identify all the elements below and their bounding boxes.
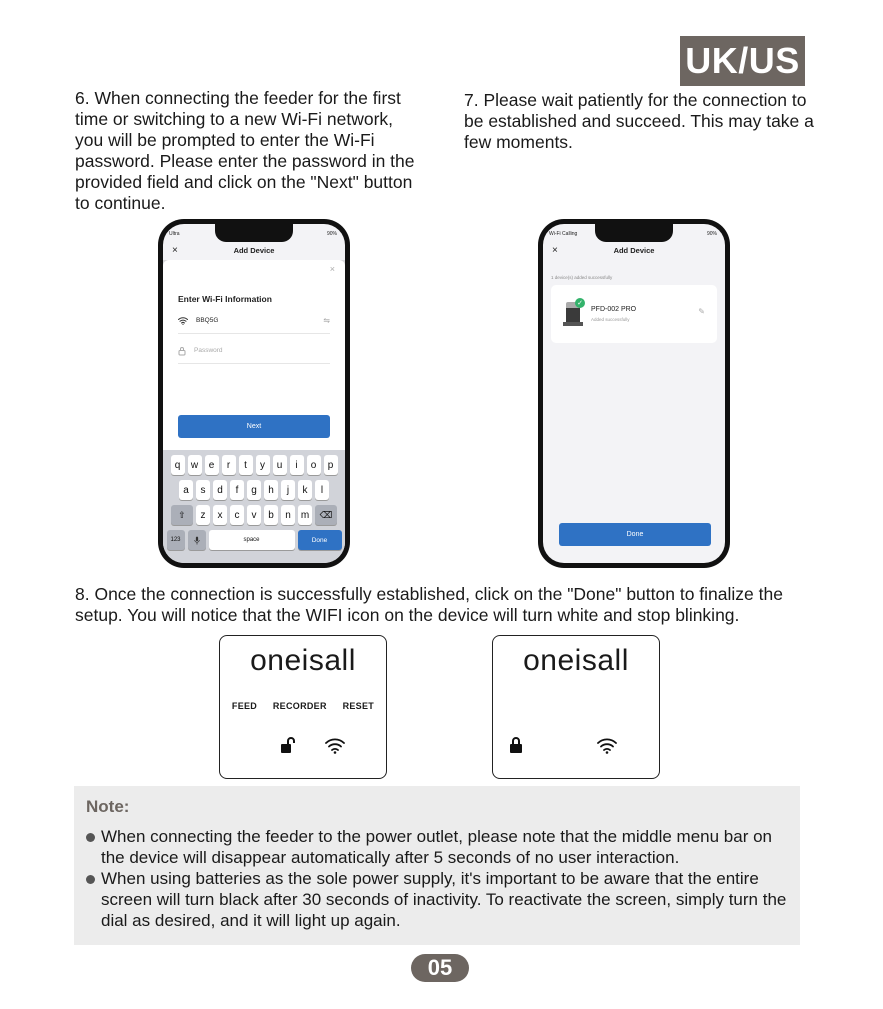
key[interactable]: k xyxy=(298,480,312,500)
swap-network-icon[interactable]: ⇋ xyxy=(323,316,330,325)
key[interactable]: z xyxy=(196,505,210,525)
key[interactable]: q xyxy=(171,455,185,475)
wifi-icon xyxy=(325,738,345,754)
status-carrier: Ultra xyxy=(169,231,180,237)
keyboard-row-4 xyxy=(166,530,342,550)
space-key[interactable]: space xyxy=(209,530,295,550)
device-card[interactable] xyxy=(551,285,717,343)
key[interactable]: h xyxy=(264,480,278,500)
password-placeholder: Password xyxy=(194,347,223,354)
brand-logo: oneisall xyxy=(523,644,629,677)
key[interactable]: p xyxy=(324,455,338,475)
status-battery: 90% xyxy=(706,231,717,237)
phone-screen xyxy=(543,224,725,563)
menu-recorder: RECORDER xyxy=(272,701,327,711)
next-button[interactable]: Next xyxy=(178,415,330,438)
password-field[interactable] xyxy=(178,338,330,364)
key[interactable]: u xyxy=(273,455,287,475)
step-7-text: 7. Please wait patiently for the connection to be established and succeed. This may take a few moments. xyxy=(464,90,814,152)
wifi-modal xyxy=(163,260,345,450)
menu-reset: RESET xyxy=(342,701,375,711)
key[interactable]: m xyxy=(298,505,312,525)
key[interactable]: r xyxy=(222,455,236,475)
numbers-key[interactable]: 123 xyxy=(167,530,185,550)
menu-feed: FEED xyxy=(231,701,258,711)
page-number: 05 xyxy=(411,954,469,982)
key[interactable]: v xyxy=(247,505,261,525)
key[interactable]: c xyxy=(230,505,244,525)
done-button[interactable]: Done xyxy=(559,523,711,546)
screen-title: Add Device xyxy=(613,246,655,255)
device-name: PFD-002 PRO xyxy=(591,306,637,313)
status-carrier: Wi-Fi Calling xyxy=(549,231,578,237)
screen-header xyxy=(163,246,345,260)
close-icon[interactable]: × xyxy=(172,245,178,256)
note-title: Note: xyxy=(86,797,130,816)
screen-title: Add Device xyxy=(233,246,275,255)
phone-notch xyxy=(215,224,293,242)
step-8-text: 8. Once the connection is successfully established, click on the "Done" button to finalize the setup. You will notice that the WIFI icon on the device will turn white and stop blinking. xyxy=(75,584,783,625)
key[interactable]: l xyxy=(315,480,329,500)
added-count-text: 1 device(s) added successfully xyxy=(551,275,613,280)
key[interactable]: e xyxy=(205,455,219,475)
key[interactable]: a xyxy=(179,480,193,500)
phone-notch xyxy=(595,224,673,242)
keyboard xyxy=(163,450,345,563)
status-battery: 90% xyxy=(326,231,337,237)
step-6-text: 6. When connecting the feeder for the first time or switching to a new Wi-Fi network, you will be prompted to enter the Wi-Fi password. Please enter the password in the provided field and click on the "Next" button to continue. xyxy=(75,88,415,213)
key[interactable]: y xyxy=(256,455,270,475)
screen-header xyxy=(543,246,725,260)
key[interactable]: b xyxy=(264,505,278,525)
wifi-icon xyxy=(597,738,617,754)
edit-icon[interactable]: ✎ xyxy=(698,307,705,316)
keyboard-row-1 xyxy=(166,455,342,475)
key[interactable]: d xyxy=(213,480,227,500)
phone-screen xyxy=(163,224,345,563)
display-menu-bar xyxy=(220,701,386,711)
key[interactable]: n xyxy=(281,505,295,525)
shift-key[interactable]: ⇧ xyxy=(171,505,193,525)
modal-close-icon[interactable]: × xyxy=(329,264,335,274)
keyboard-row-3-letters xyxy=(196,505,312,525)
note-bullet: When connecting the feeder to the power outlet, please note that the middle menu bar on the device will disappear automatically after 5 seconds of no user interaction. xyxy=(86,826,794,868)
microphone-icon[interactable] xyxy=(188,530,206,550)
key[interactable]: s xyxy=(196,480,210,500)
close-icon[interactable]: × xyxy=(552,245,558,256)
keyboard-row-3 xyxy=(166,505,342,525)
phone-wifi-entry xyxy=(158,219,350,568)
locked-icon xyxy=(509,736,523,754)
note-box xyxy=(74,786,800,945)
key[interactable]: x xyxy=(213,505,227,525)
device-status: Added successfully xyxy=(591,317,630,322)
wifi-icon xyxy=(178,317,188,325)
key[interactable]: w xyxy=(188,455,202,475)
brand-logo: oneisall xyxy=(250,644,356,677)
key[interactable]: f xyxy=(230,480,244,500)
ssid-value: BBQ5G xyxy=(196,317,219,324)
region-badge: UK/US xyxy=(680,36,805,86)
device-display-idle xyxy=(492,635,660,779)
key[interactable]: g xyxy=(247,480,261,500)
keyboard-done-key[interactable]: Done xyxy=(298,530,342,550)
keyboard-row-2 xyxy=(166,480,342,500)
note-bullet: When using batteries as the sole power supply, it's important to be aware that the entire screen will turn black after 30 seconds of inactivity. To reactivate the screen, simply turn the dial as desired, and it will light up again. xyxy=(86,868,794,931)
modal-title: Enter Wi-Fi Information xyxy=(178,294,272,304)
key[interactable]: o xyxy=(307,455,321,475)
device-display-menu xyxy=(219,635,387,779)
success-check-icon: ✓ xyxy=(575,298,585,308)
key[interactable]: t xyxy=(239,455,253,475)
backspace-key[interactable]: ⌫ xyxy=(315,505,337,525)
unlocked-icon xyxy=(280,736,296,754)
key[interactable]: j xyxy=(281,480,295,500)
phone-device-added xyxy=(538,219,730,568)
lock-icon xyxy=(178,346,186,356)
ssid-field[interactable] xyxy=(178,308,330,334)
note-list xyxy=(86,826,794,931)
key[interactable]: i xyxy=(290,455,304,475)
